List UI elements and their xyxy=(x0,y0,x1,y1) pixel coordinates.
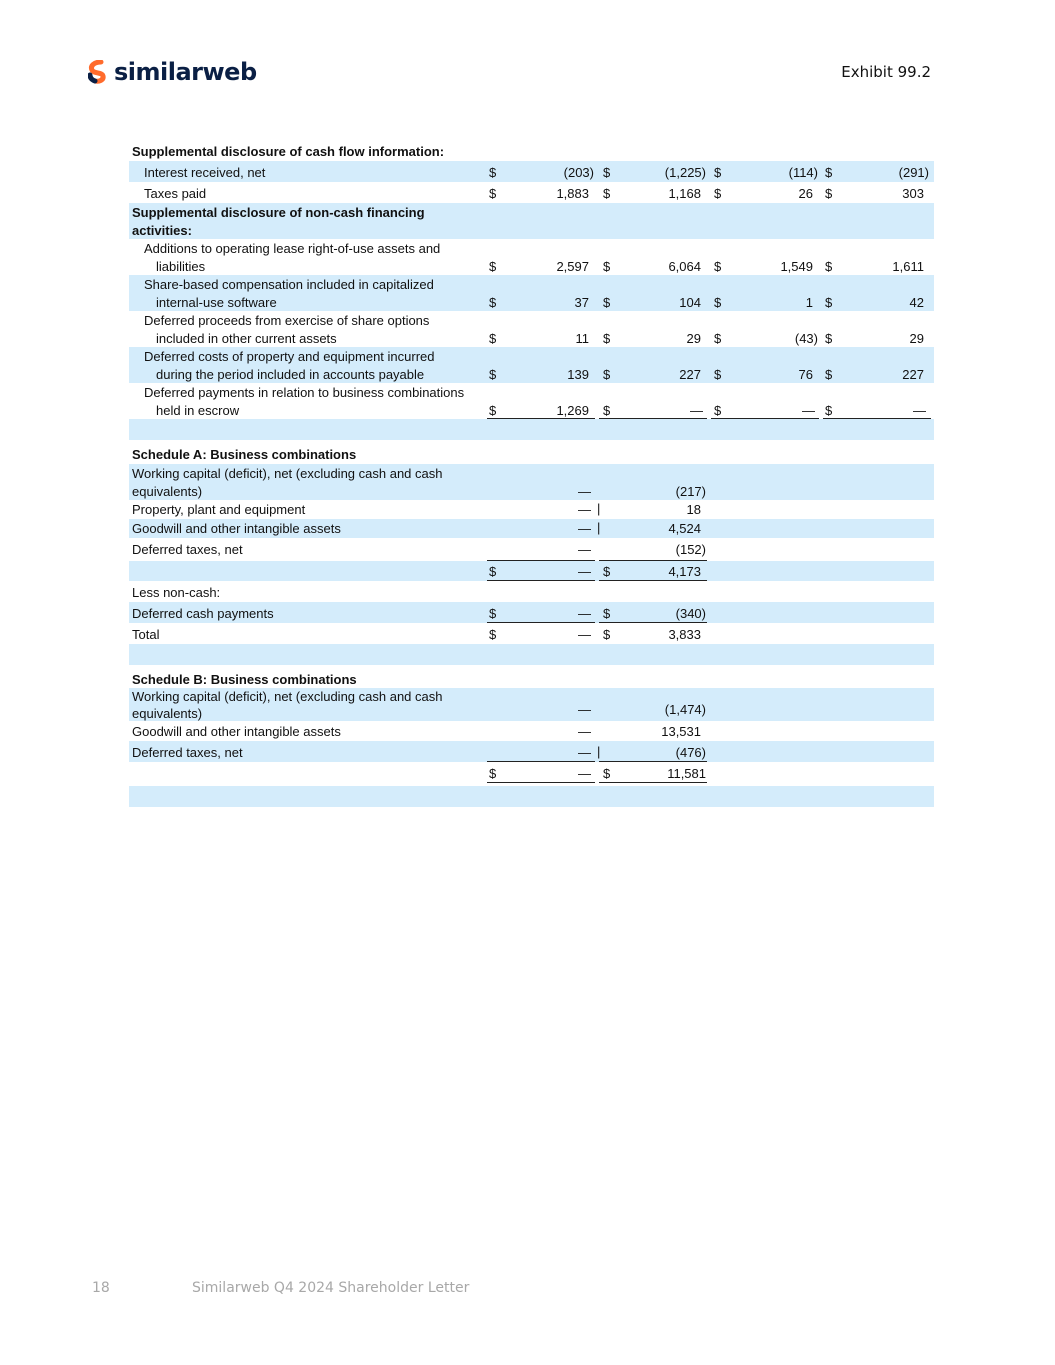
currency-symbol: $ xyxy=(714,165,722,180)
table-row xyxy=(129,623,934,644)
currency-symbol: $ xyxy=(714,259,722,274)
page-number: 18 xyxy=(92,1280,110,1296)
table-row xyxy=(129,741,934,762)
section-title: Schedule A: Business combinations xyxy=(132,447,357,462)
cash-flow-supplemental-table xyxy=(129,141,934,807)
value-cell: — xyxy=(578,606,591,621)
table-row xyxy=(129,581,934,602)
value-cell: 227 xyxy=(902,367,924,382)
currency-symbol: $ xyxy=(603,295,611,310)
table-row xyxy=(129,500,934,519)
value-cell: (152) xyxy=(675,542,706,557)
row-label: Goodwill and other intangible assets xyxy=(132,724,341,739)
table-row xyxy=(129,561,934,581)
value-cell: 1 xyxy=(805,295,813,310)
column-divider: | xyxy=(597,520,601,535)
currency-symbol: $ xyxy=(603,331,611,346)
row-label: Working capital (deficit), net (excluding cash and cash xyxy=(132,689,443,704)
value-cell: (340) xyxy=(675,606,706,621)
table-row xyxy=(129,182,934,203)
currency-symbol: $ xyxy=(603,564,611,579)
logo-text: similarweb xyxy=(114,58,257,86)
exhibit-label: Exhibit 99.2 xyxy=(841,63,931,81)
value-cell: 18 xyxy=(686,502,701,517)
currency-symbol: $ xyxy=(489,627,497,642)
table-row xyxy=(129,161,934,182)
row-label-cont: held in escrow xyxy=(156,403,240,418)
currency-symbol: $ xyxy=(603,403,611,418)
currency-symbol: $ xyxy=(603,627,611,642)
value-cell: — xyxy=(802,403,815,418)
currency-symbol: $ xyxy=(714,295,722,310)
similarweb-logo xyxy=(88,58,257,86)
row-label: Deferred taxes, net xyxy=(132,542,243,557)
currency-symbol: $ xyxy=(603,766,611,781)
value-cell: 4,173 xyxy=(668,564,701,579)
table-row xyxy=(129,721,934,741)
value-cell: — xyxy=(578,564,591,579)
value-cell: 2,597 xyxy=(556,259,589,274)
value-cell: — xyxy=(578,745,591,760)
value-cell: 139 xyxy=(567,367,589,382)
currency-symbol: $ xyxy=(489,186,497,201)
value-cell: 42 xyxy=(909,295,924,310)
column-divider: | xyxy=(597,501,601,516)
footer-title: Similarweb Q4 2024 Shareholder Letter xyxy=(192,1280,470,1296)
value-cell: 29 xyxy=(909,331,924,346)
value-cell: — xyxy=(578,542,591,557)
currency-symbol: $ xyxy=(714,367,722,382)
currency-symbol: $ xyxy=(489,165,497,180)
row-label: Taxes paid xyxy=(144,186,207,201)
value-cell: 6,064 xyxy=(668,259,701,274)
currency-symbol: $ xyxy=(489,259,497,274)
value-cell: (43) xyxy=(794,331,818,346)
value-cell: 29 xyxy=(686,331,701,346)
table-row xyxy=(129,311,934,347)
value-cell: (1,225) xyxy=(664,165,706,180)
table-row xyxy=(129,239,934,275)
row-label: Deferred costs of property and equipment incurred xyxy=(144,349,435,364)
row-label-cont: included in other current assets xyxy=(156,331,337,346)
table-row xyxy=(129,519,934,538)
row-label-cont: internal-use software xyxy=(156,295,277,310)
value-cell: 1,883 xyxy=(556,186,589,201)
row-label: Working capital (deficit), net (excluding cash and cash xyxy=(132,466,443,481)
spacer-row xyxy=(129,786,934,807)
currency-symbol: $ xyxy=(825,403,833,418)
table-row xyxy=(129,275,934,311)
section-title: Schedule B: Business combinations xyxy=(132,672,357,687)
currency-symbol: $ xyxy=(489,295,497,310)
value-cell: — xyxy=(578,521,591,536)
value-cell: 76 xyxy=(798,367,813,382)
table-row xyxy=(129,464,934,500)
value-cell: 4,524 xyxy=(668,521,701,536)
value-cell: (291) xyxy=(898,165,929,180)
currency-symbol: $ xyxy=(489,403,497,418)
row-label-cont: liabilities xyxy=(156,259,206,274)
value-cell: 26 xyxy=(798,186,813,201)
row-label: Property, plant and equipment xyxy=(132,502,306,517)
value-cell: 3,833 xyxy=(668,627,701,642)
value-cell: (114) xyxy=(788,165,818,180)
currency-symbol: $ xyxy=(714,403,722,418)
table-row xyxy=(129,347,934,383)
row-label-cont: equivalents) xyxy=(132,484,203,499)
currency-symbol: $ xyxy=(489,331,497,346)
currency-symbol: $ xyxy=(825,331,833,346)
value-cell: — xyxy=(578,702,591,717)
spacer-row xyxy=(129,644,934,665)
similarweb-logo-icon xyxy=(88,60,108,84)
value-cell: — xyxy=(913,403,926,418)
currency-symbol: $ xyxy=(825,295,833,310)
currency-symbol: $ xyxy=(714,331,722,346)
value-cell: — xyxy=(578,627,591,642)
currency-symbol: $ xyxy=(603,186,611,201)
currency-symbol: $ xyxy=(489,766,497,781)
value-cell: — xyxy=(578,484,591,499)
value-cell: 37 xyxy=(574,295,589,310)
row-label: Additions to operating lease right-of-use assets and xyxy=(144,241,441,256)
table-row xyxy=(129,141,934,161)
table-row xyxy=(129,443,934,464)
currency-symbol: $ xyxy=(603,165,611,180)
spacer-row xyxy=(129,419,934,440)
section-title: Supplemental disclosure of non-cash financing xyxy=(132,205,425,220)
value-cell: — xyxy=(578,724,591,739)
value-cell: (217) xyxy=(675,484,706,499)
value-cell: 104 xyxy=(679,295,701,310)
currency-symbol: $ xyxy=(603,606,611,621)
value-cell: 1,269 xyxy=(556,403,589,418)
value-cell: — xyxy=(578,766,591,781)
currency-symbol: $ xyxy=(825,186,833,201)
value-cell: 1,549 xyxy=(780,259,813,274)
row-label: Goodwill and other intangible assets xyxy=(132,521,341,536)
currency-symbol: $ xyxy=(825,259,833,274)
currency-symbol: $ xyxy=(825,367,833,382)
value-cell: 1,611 xyxy=(892,259,924,274)
column-divider: | xyxy=(597,744,601,759)
value-cell: — xyxy=(578,502,591,517)
value-cell: — xyxy=(690,403,703,418)
value-cell: 303 xyxy=(902,186,924,201)
value-cell: 13,531 xyxy=(661,724,701,739)
currency-symbol: $ xyxy=(603,259,611,274)
table-row xyxy=(129,602,934,623)
row-label: Interest received, net xyxy=(144,165,266,180)
currency-symbol: $ xyxy=(714,186,722,201)
row-label: Share-based compensation included in capitalized xyxy=(144,277,434,292)
table-row xyxy=(129,688,934,721)
value-cell: 1,168 xyxy=(668,186,701,201)
currency-symbol: $ xyxy=(603,367,611,382)
table-row xyxy=(129,538,934,561)
table-row xyxy=(129,762,934,783)
currency-symbol: $ xyxy=(489,606,497,621)
value-cell: (476) xyxy=(675,745,706,760)
value-cell: 11,581 xyxy=(667,766,706,781)
row-label: Less non-cash: xyxy=(132,585,221,600)
table-row xyxy=(129,383,934,419)
section-title-cont: activities: xyxy=(132,223,192,238)
row-label: Deferred proceeds from exercise of share options xyxy=(144,313,430,328)
row-label: Deferred cash payments xyxy=(132,606,274,621)
value-cell: 11 xyxy=(575,331,589,346)
value-cell: 227 xyxy=(679,367,701,382)
table-row xyxy=(129,668,934,688)
row-label-cont: during the period included in accounts payable xyxy=(156,367,425,382)
value-cell: (203) xyxy=(563,165,594,180)
row-label: Deferred taxes, net xyxy=(132,745,243,760)
section-title: Supplemental disclosure of cash flow information: xyxy=(132,144,445,159)
table-row xyxy=(129,203,934,239)
row-label: Deferred payments in relation to business combinations xyxy=(144,385,465,400)
currency-symbol: $ xyxy=(489,564,497,579)
value-cell: (1,474) xyxy=(664,702,706,717)
currency-symbol: $ xyxy=(825,165,833,180)
row-label: Total xyxy=(132,627,160,642)
currency-symbol: $ xyxy=(489,367,497,382)
row-label-cont: equivalents) xyxy=(132,706,203,721)
